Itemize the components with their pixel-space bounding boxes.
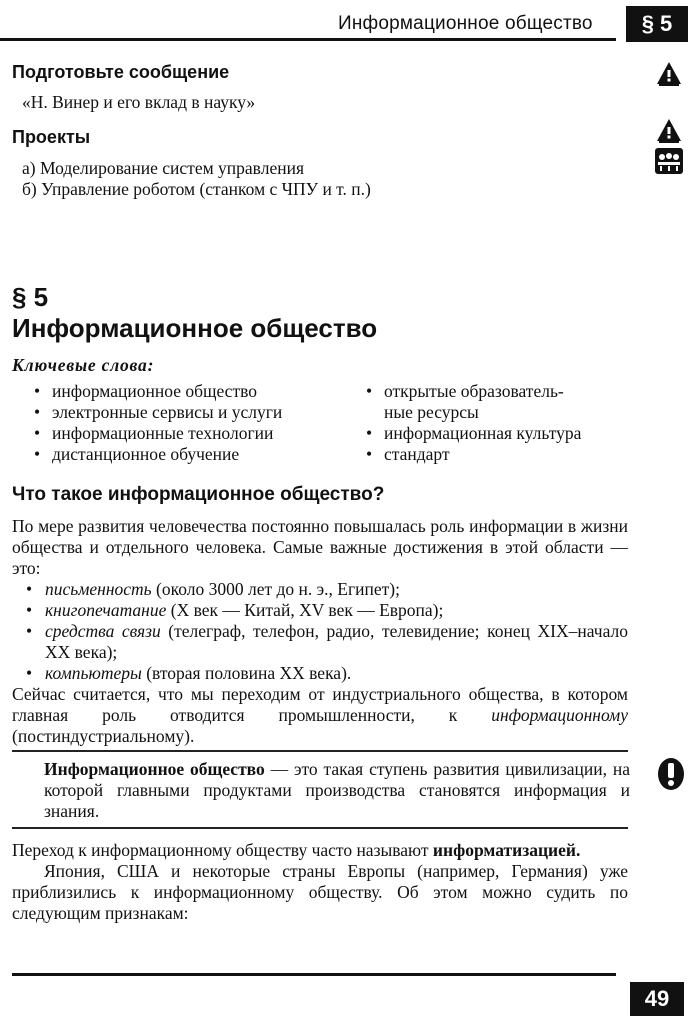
keyword-item: • дистанционное обучение [34,444,240,464]
keyword-item: • открытые образователь- [366,381,564,401]
countries-paragraph: Япония, США и некоторые страны Европы (например, Германия) уже приблизились к информационному обществу. Об этом можно судить по следующим признакам: [12,861,628,923]
achievement-item: • книгопечатание (X век — Китай, XV век — Европа); [26,600,444,620]
exclamation-icon [657,757,685,791]
footer-rule [12,973,616,976]
keywords-right-list [364,381,581,465]
keyword-item: • электронные сервисы и услуги [34,402,283,422]
group-work-icon [655,148,683,174]
definition-text: — это такая ступень развития цивилизации, на которой главными продуктами производства становятся информация и знания. [44,759,630,821]
definition-box [44,759,630,822]
achievement-item: • письменность (около 3000 лет до н. э., Египет); [26,579,400,599]
definition-bottom-rule [12,827,628,829]
achievement-item: • средства связи (телеграф, телефон, радио, телевидение; конец XIX–начало XX века); [26,621,628,662]
keyword-item: • информационные технологии [34,423,274,443]
project-item: б) Управление роботом (станком с ЧПУ и т. п.) [22,179,371,199]
keyword-item: • информационное общество [34,381,257,401]
informatization-block [12,840,628,924]
page-number: 49 [630,982,684,1016]
project-item: а) Моделирование систем управления [22,158,304,178]
achievement-item: • компьютеры (вторая половина XX века). [26,663,352,683]
keywords-label: Ключевые слова: [12,355,155,375]
subsection-heading: Что такое информационное общество? [12,484,385,505]
message-topic: «Н. Винер и его вклад в науку» [22,92,256,112]
section-number: § 5 [12,282,49,312]
speaker-warning-icon [655,60,683,88]
intro-block [12,516,628,747]
section-badge: § 5 [626,6,688,42]
informatization-paragraph: Переход к информационному обществу часто называют информатизацией. [12,840,581,860]
running-title: Информационное общество [338,13,593,34]
transition-paragraph: Сейчас считается, что мы переходим от индустриального общества, в котором главная роль отводится промышленности, к информационному (постиндустриальному). [12,684,628,746]
keyword-item: • стандарт [366,444,450,464]
message-heading: Подготовьте сообщение [12,62,230,82]
header-rule [0,38,616,41]
projects-heading: Проекты [12,127,91,147]
keywords-left-list [32,381,282,465]
keyword-item: • информационная культура [366,423,582,443]
section-title: Информационное общество [12,313,378,343]
achievements-list [12,579,628,684]
speaker-warning-icon [655,117,683,145]
definition-top-rule [12,750,628,752]
definition-term: Информационное общество [44,759,265,779]
keyword-item-continuation: ные ресурсы [384,402,479,422]
intro-paragraph: По мере развития человечества постоянно повышалась роль информации в жизни общества и отдельного человека. Самые важные достижения в этой области — это: [12,516,628,578]
